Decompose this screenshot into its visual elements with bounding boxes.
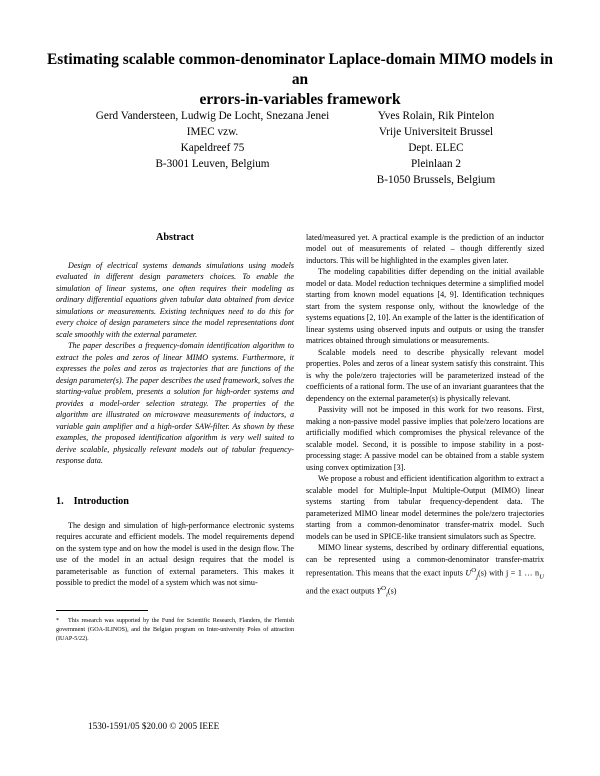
section-heading-introduction [56, 496, 294, 508]
address-right-street: Pleinlaan 2 [410, 158, 462, 171]
title-line-1: Estimating scalable common-denominator Laplace-domain MIMO models in an [47, 51, 553, 88]
intro-paragraph-1: The design and simulation of high-performance electronic systems requires accurate and efficient models. The model requirements depend on the system type and on how the model is used in the design flow. The use of the model in an actual design requires that the model is parameterisable as function of external parameters. This makes it possible to predict the model of a system which was not simu- [56, 520, 294, 588]
footnote [56, 617, 294, 645]
intro-paragraph-6-text: MIMO linear systems, described by ordinary differential equations, can be represented using a common-denominator transfer-matrix representation. This means that the exact inputs [306, 543, 544, 578]
abstract-paragraph-1: Design of electrical systems demands simulations using models evaluated in different design parameters choices. To enable the simulation of linear systems, one often requires their modeling as ordinary differential equations given tabular data obtained from device simulations or measurements. Existing techniques need to do this for every choice of design parameters since the model representations dont scale smoothly with the external parameter. [56, 261, 294, 339]
author-block-left [95, 108, 330, 172]
intro-paragraph-2: The modeling capabilities differ depending on the initial available model or data. Model reduction techniques determine a simplified model starting from known model equations [4, 9]. Identification techniques start from the system response only, without the knowledge of the systems equations [2, 10]. An example of the latter is the identification of linear systems using observed inputs and outputs or using the transfer matrices obtained through simulations or measurements. [306, 267, 544, 346]
math-output-sub: i [385, 591, 388, 599]
author-names-left: Gerd Vandersteen, Ludwig De Locht, Snezana Jenei [95, 110, 330, 122]
abstract-paragraph-2: The paper describes a frequency-domain identification algorithm to extract the poles and zeros of linear MIMO systems. Furthermore, it expresses the poles and zeros as trajectories that are functions of the design parameter(s). The paper describes the used framework, solves the starting-value problem, presents a solution for high-order systems and provides a model-order selection strategy. The properties of the algorithm are illustrated on microwave measurements of inductors, a variable gain amplifier and a high-order SAW-filter. As shown by these examples, the proposed identification algorithm is very well suited to derive scalable, physically relevant models out of tabular frequency-response data. [56, 341, 294, 466]
math-input-sub: j [476, 573, 478, 581]
math-output-arg: (s) [387, 586, 397, 596]
footnote-divider [56, 610, 148, 611]
left-column [56, 232, 294, 589]
intro-paragraph-4: Passivity will not be imposed in this work for two reasons. First, making a non-passive model passive implies that pole/zero locations are artificially modified which compromises the physical relevance of the scalable model. Second, it is possible to impose stability in a post-processing stage: A passive model can be obtained from a stable system using convex optimization [3]. [306, 405, 544, 472]
address-right-city: B-1050 Brussels, Belgium [376, 174, 496, 187]
department-right: Dept. ELEC [408, 142, 464, 155]
section-title: Introduction [73, 495, 129, 507]
author-names-right: Yves Rolain, Rik Pintelon [377, 110, 495, 122]
section-number: 1. [56, 495, 64, 507]
abstract-body [56, 260, 294, 467]
author-block-right [357, 108, 515, 188]
address-left-city: B-3001 Leuven, Belgium [155, 158, 270, 171]
paper-title [40, 50, 560, 110]
affiliation-right: Vrije Universiteit Brussel [378, 126, 494, 139]
affiliation-left: IMEC vzw. [186, 126, 239, 139]
math-input-arg: (s) with j = 1 … n [478, 568, 540, 578]
copyright-line: 1530-1591/05 $20.00 © 2005 IEEE [88, 721, 220, 731]
footnote-mark: * [56, 618, 60, 624]
intro-paragraph-1-continued: lated/measured yet. A practical example is the prediction of an inductor model out of measurements of related – though differently sized inductors. This will be highlighted in the examples given later. [306, 233, 544, 265]
title-line-2: errors-in-variables framework [199, 91, 401, 108]
right-column [306, 232, 544, 601]
footnote-text: This research was supported by the Fund for Scientific Research, Flanders, the Flemish government (GOA-ILINOS), and the Belgian program on Inter-university Poles of attraction (IUAP-5/22). [56, 618, 294, 643]
math-input-symbol: U [465, 568, 472, 578]
intro-paragraph-5: We propose a robust and efficient identification algorithm to extract a scalable model for Multiple-Input Multiple-Output (MIMO) linear systems starting from tabular frequency-dependent data. The parameterized MIMO linear model determines the pole/zero trajectories starting from a common-denominator transfer-matrix model. Such models can be used in SPICE-like transient simulators such as Spectre. [306, 474, 544, 541]
intro-paragraph-3: Scalable models need to describe physically relevant model properties. Poles and zeros of a linear system satisfy this constraint. This is why the pole/zero trajectories will be parameterized instead of the coefficients of a rational form. The use of an invariant guarantees that the dependency on the external parameter(s) is physically relevant. [306, 347, 544, 403]
abstract-heading: Abstract [156, 232, 194, 243]
math-output-symbol: Y [376, 586, 382, 596]
math-output-sup: O [381, 584, 386, 592]
intro-paragraph-6-mid: and the exact outputs [306, 586, 375, 596]
intro-paragraph-6 [306, 542, 544, 601]
math-input-sup: O [471, 567, 477, 575]
math-input-count-sub: U [539, 573, 544, 581]
address-left-street: Kapeldreef 75 [180, 142, 245, 155]
